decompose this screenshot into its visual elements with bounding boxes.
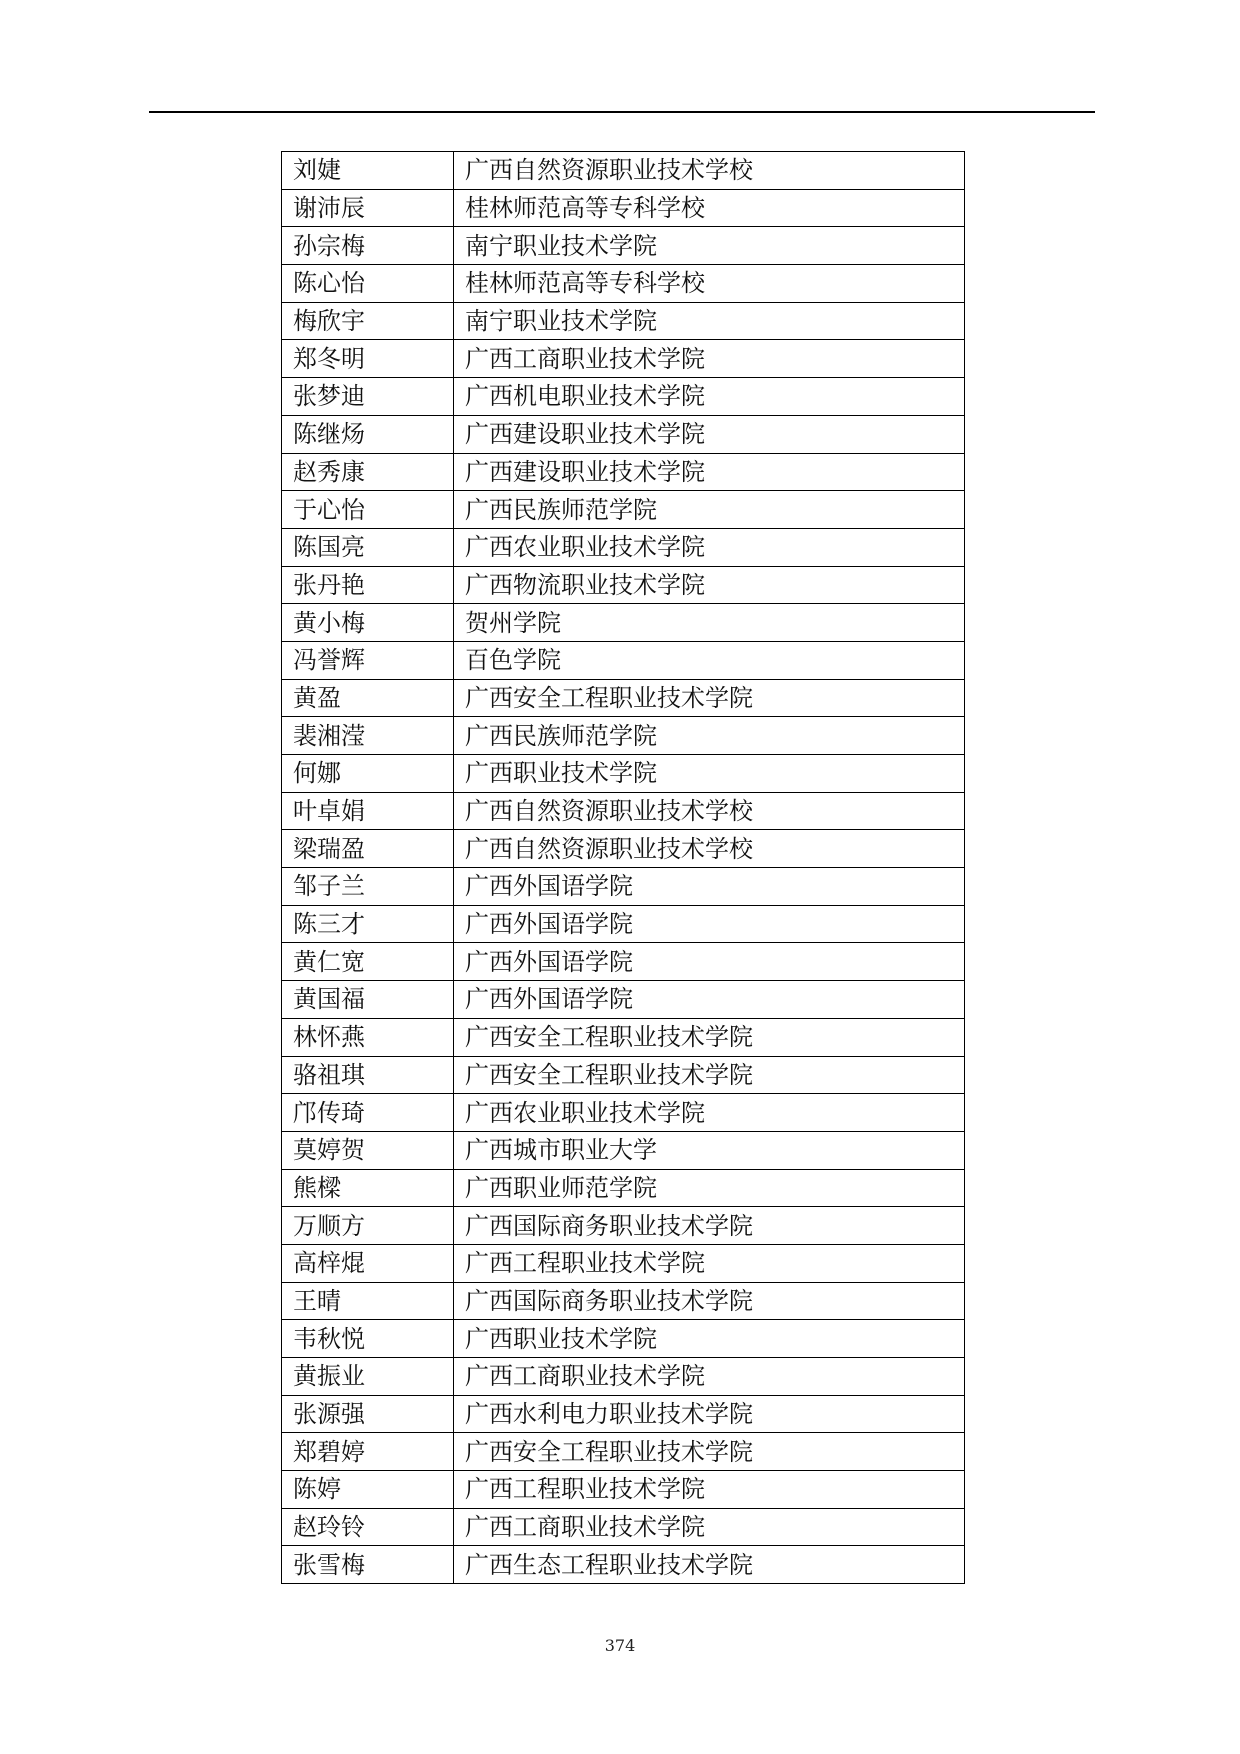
header-rule	[149, 111, 1095, 113]
school-cell: 广西建设职业技术学院	[454, 415, 965, 453]
school-cell: 广西工程职业技术学院	[454, 1244, 965, 1282]
table-row	[282, 1207, 965, 1245]
name-cell: 赵秀康	[282, 453, 454, 491]
roster-table-body	[282, 152, 965, 1584]
name-cell: 邹子兰	[282, 868, 454, 906]
school-cell: 广西外国语学院	[454, 905, 965, 943]
name-cell: 郑碧婷	[282, 1433, 454, 1471]
name-cell: 陈心怡	[282, 265, 454, 303]
school-cell: 广西工商职业技术学院	[454, 1358, 965, 1396]
school-cell: 广西工商职业技术学院	[454, 340, 965, 378]
table-row	[282, 1282, 965, 1320]
school-cell: 广西职业技术学院	[454, 755, 965, 793]
table-row	[282, 792, 965, 830]
table-row	[282, 1056, 965, 1094]
name-cell: 郑冬明	[282, 340, 454, 378]
school-cell: 广西国际商务职业技术学院	[454, 1207, 965, 1245]
table-row	[282, 1131, 965, 1169]
table-row	[282, 868, 965, 906]
name-cell: 叶卓娟	[282, 792, 454, 830]
name-cell: 陈婷	[282, 1471, 454, 1509]
name-cell: 黄国福	[282, 981, 454, 1019]
school-cell: 桂林师范高等专科学校	[454, 265, 965, 303]
name-cell: 高梓焜	[282, 1244, 454, 1282]
name-cell: 韦秋悦	[282, 1320, 454, 1358]
school-cell: 广西国际商务职业技术学院	[454, 1282, 965, 1320]
name-cell: 赵玲铃	[282, 1508, 454, 1546]
table-row	[282, 1471, 965, 1509]
name-cell: 黄盈	[282, 679, 454, 717]
school-cell: 广西自然资源职业技术学校	[454, 792, 965, 830]
school-cell: 广西职业师范学院	[454, 1169, 965, 1207]
name-cell: 陈三才	[282, 905, 454, 943]
school-cell: 广西外国语学院	[454, 943, 965, 981]
name-cell: 孙宗梅	[282, 227, 454, 265]
school-cell: 广西水利电力职业技术学院	[454, 1395, 965, 1433]
school-cell: 南宁职业技术学院	[454, 227, 965, 265]
table-row	[282, 1433, 965, 1471]
name-cell: 熊樑	[282, 1169, 454, 1207]
roster-table	[281, 151, 965, 1584]
table-row	[282, 641, 965, 679]
school-cell: 广西自然资源职业技术学校	[454, 830, 965, 868]
table-row	[282, 1018, 965, 1056]
table-row	[282, 340, 965, 378]
school-cell: 桂林师范高等专科学校	[454, 189, 965, 227]
name-cell: 陈继炀	[282, 415, 454, 453]
name-cell: 梅欣宇	[282, 302, 454, 340]
name-cell: 裴湘滢	[282, 717, 454, 755]
school-cell: 广西建设职业技术学院	[454, 453, 965, 491]
school-cell: 广西工程职业技术学院	[454, 1471, 965, 1509]
table-row	[282, 152, 965, 190]
page-number: 374	[604, 1636, 636, 1655]
school-cell: 广西职业技术学院	[454, 1320, 965, 1358]
table-row	[282, 227, 965, 265]
school-cell: 广西安全工程职业技术学院	[454, 1433, 965, 1471]
name-cell: 万顺方	[282, 1207, 454, 1245]
name-cell: 刘婕	[282, 152, 454, 190]
school-cell: 广西安全工程职业技术学院	[454, 1018, 965, 1056]
name-cell: 张源强	[282, 1395, 454, 1433]
name-cell: 张丹艳	[282, 566, 454, 604]
school-cell: 广西机电职业技术学院	[454, 378, 965, 416]
name-cell: 邝传琦	[282, 1094, 454, 1132]
name-cell: 黄振业	[282, 1358, 454, 1396]
name-cell: 黄仁宽	[282, 943, 454, 981]
name-cell: 张梦迪	[282, 378, 454, 416]
table-row	[282, 1094, 965, 1132]
table-row	[282, 1169, 965, 1207]
school-cell: 广西物流职业技术学院	[454, 566, 965, 604]
school-cell: 广西民族师范学院	[454, 717, 965, 755]
name-cell: 黄小梅	[282, 604, 454, 642]
table-row	[282, 378, 965, 416]
table-row	[282, 830, 965, 868]
name-cell: 梁瑞盈	[282, 830, 454, 868]
name-cell: 林怀燕	[282, 1018, 454, 1056]
table-row	[282, 905, 965, 943]
table-row	[282, 1395, 965, 1433]
table-row	[282, 755, 965, 793]
name-cell: 张雪梅	[282, 1546, 454, 1584]
name-cell: 王晴	[282, 1282, 454, 1320]
table-row	[282, 981, 965, 1019]
school-cell: 广西生态工程职业技术学院	[454, 1546, 965, 1584]
name-cell: 骆祖琪	[282, 1056, 454, 1094]
table-row	[282, 1546, 965, 1584]
school-cell: 广西自然资源职业技术学校	[454, 152, 965, 190]
school-cell: 广西外国语学院	[454, 981, 965, 1019]
school-cell: 广西农业职业技术学院	[454, 1094, 965, 1132]
school-cell: 贺州学院	[454, 604, 965, 642]
school-cell: 广西城市职业大学	[454, 1131, 965, 1169]
table-row	[282, 265, 965, 303]
table-row	[282, 604, 965, 642]
name-cell: 莫婷贺	[282, 1131, 454, 1169]
table-row	[282, 453, 965, 491]
table-row	[282, 302, 965, 340]
table-row	[282, 528, 965, 566]
table-row	[282, 1358, 965, 1396]
table-row	[282, 717, 965, 755]
name-cell: 何娜	[282, 755, 454, 793]
school-cell: 南宁职业技术学院	[454, 302, 965, 340]
name-cell: 陈国亮	[282, 528, 454, 566]
table-row	[282, 491, 965, 529]
table-row	[282, 1320, 965, 1358]
table-row	[282, 679, 965, 717]
table-row	[282, 1508, 965, 1546]
name-cell: 谢沛辰	[282, 189, 454, 227]
name-cell: 冯誉辉	[282, 641, 454, 679]
school-cell: 广西农业职业技术学院	[454, 528, 965, 566]
table-row	[282, 189, 965, 227]
table-row	[282, 943, 965, 981]
school-cell: 广西外国语学院	[454, 868, 965, 906]
table-row	[282, 1244, 965, 1282]
table-row	[282, 566, 965, 604]
school-cell: 广西民族师范学院	[454, 491, 965, 529]
name-cell: 于心怡	[282, 491, 454, 529]
school-cell: 广西安全工程职业技术学院	[454, 1056, 965, 1094]
school-cell: 广西工商职业技术学院	[454, 1508, 965, 1546]
school-cell: 百色学院	[454, 641, 965, 679]
school-cell: 广西安全工程职业技术学院	[454, 679, 965, 717]
table-row	[282, 415, 965, 453]
